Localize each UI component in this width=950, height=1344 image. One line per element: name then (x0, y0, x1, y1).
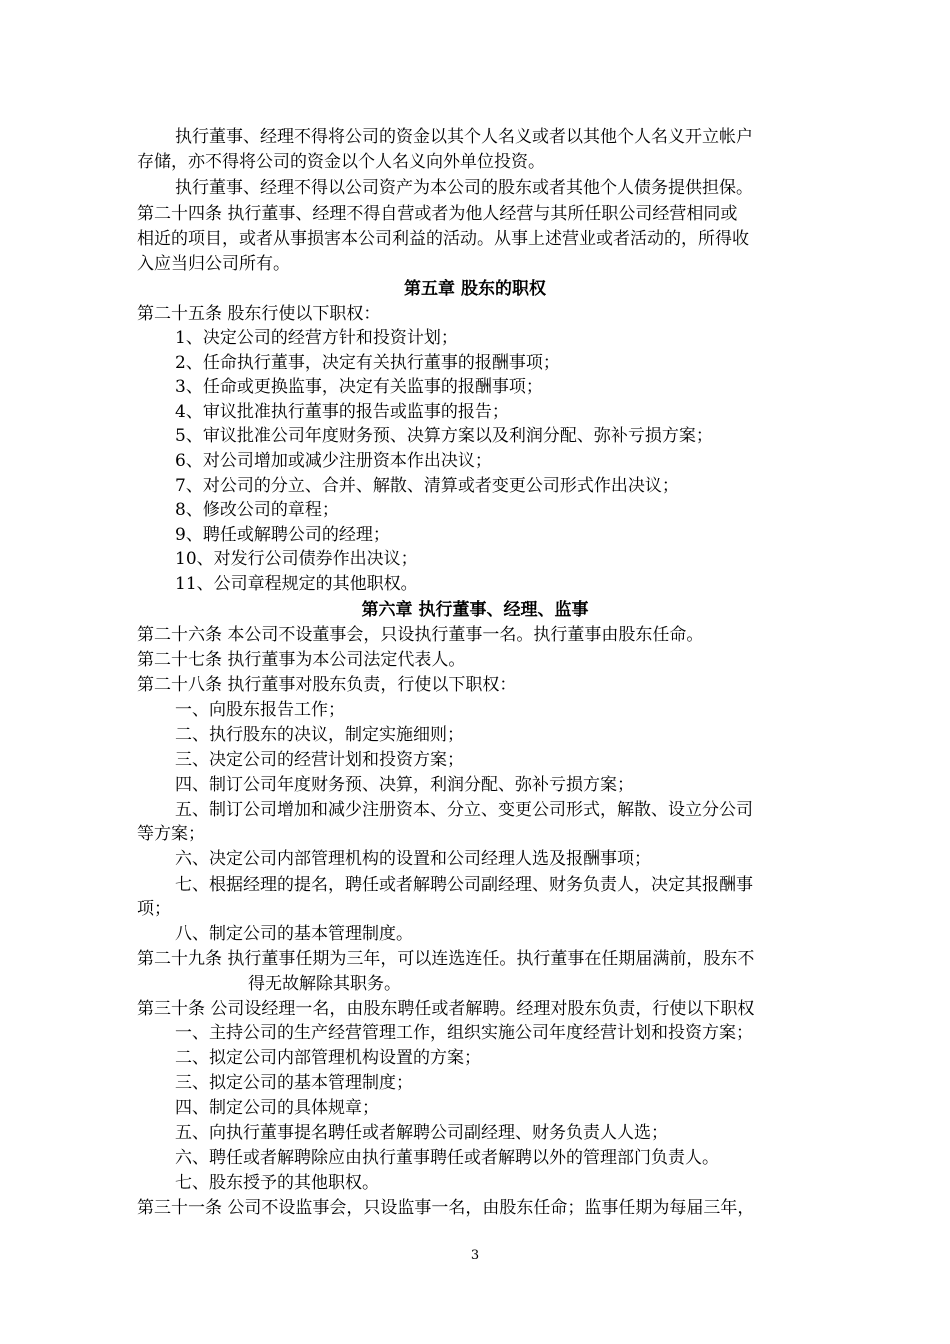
paragraph-line: 执行董事、经理不得将公司的资金以其个人名义或者以其他个人名义开立帐户 (175, 127, 753, 147)
list-item: 七、根据经理的提名，聘任或者解聘公司副经理、财务负责人，决定其报酬事 (175, 875, 753, 895)
chapter-5-heading: 第五章 股东的职权 (404, 279, 546, 299)
list-item: 8、修改公司的章程； (175, 500, 339, 520)
list-item: 七、股东授予的其他职权。 (175, 1173, 379, 1193)
list-item-continuation: 项； (137, 899, 171, 919)
article-27: 第二十七条 执行董事为本公司法定代表人。 (137, 650, 466, 670)
paragraph-line: 入应当归公司所有。 (137, 254, 290, 274)
list-item: 三、拟定公司的基本管理制度； (175, 1073, 413, 1093)
list-item-continuation: 等方案； (137, 824, 205, 844)
list-item: 10、对发行公司债券作出决议； (175, 549, 418, 569)
list-item: 11、公司章程规定的其他职权。 (175, 574, 418, 594)
list-item: 9、聘任或解聘公司的经理； (175, 525, 390, 545)
list-item: 3、任命或更换监事，决定有关监事的报酬事项； (175, 377, 543, 397)
chapter-6-heading: 第六章 执行董事、经理、监事 (361, 600, 589, 620)
list-item: 四、制定公司的具体规章； (175, 1098, 379, 1118)
article-31: 第三十一条 公司不设监事会，只设监事一名，由股东任命；监事任期为每届三年， (137, 1198, 755, 1218)
article-24: 第二十四条 执行董事、经理不得自营或者为他人经营与其所任职公司经营相同或 (137, 204, 738, 224)
list-item: 1、决定公司的经营方针和投资计划； (175, 328, 458, 348)
paragraph-line: 执行董事、经理不得以公司资产为本公司的股东或者其他个人债务提供担保。 (175, 178, 753, 198)
list-item: 五、向执行董事提名聘任或者解聘公司副经理、财务负责人人选； (175, 1123, 668, 1143)
list-item: 5、审议批准公司年度财务预、决算方案以及利润分配、弥补亏损方案； (175, 426, 713, 446)
article-25: 第二十五条 股东行使以下职权： (137, 304, 381, 324)
list-item: 三、决定公司的经营计划和投资方案； (175, 750, 464, 770)
article-29: 第二十九条 执行董事任期为三年，可以连选连任。执行董事在任期届满前，股东不 (137, 949, 755, 969)
list-item: 4、审议批准执行董事的报告或监事的报告； (175, 402, 509, 422)
list-item: 六、决定公司内部管理机构的设置和公司经理人选及报酬事项； (175, 849, 651, 869)
list-item: 五、制订公司增加和减少注册资本、分立、变更公司形式，解散、设立分公司 (175, 800, 753, 820)
list-item: 二、拟定公司内部管理机构设置的方案； (175, 1048, 481, 1068)
list-item: 2、任命执行董事，决定有关执行董事的报酬事项； (175, 353, 560, 373)
paragraph-line: 存储，亦不得将公司的资金以个人名义向外单位投资。 (137, 152, 545, 172)
list-item: 7、对公司的分立、合并、解散、清算或者变更公司形式作出决议； (175, 476, 679, 496)
paragraph-line: 得无故解除其职务。 (248, 974, 401, 994)
list-item: 6、对公司增加或减少注册资本作出决议； (175, 451, 492, 471)
list-item: 六、聘任或者解聘除应由执行董事聘任或者解聘以外的管理部门负责人。 (175, 1148, 719, 1168)
article-28: 第二十八条 执行董事对股东负责，行使以下职权： (137, 675, 517, 695)
list-item: 二、执行股东的决议，制定实施细则； (175, 725, 464, 745)
list-item: 四、制订公司年度财务预、决算，利润分配、弥补亏损方案； (175, 775, 634, 795)
article-30: 第三十条 公司设经理一名，由股东聘任或者解聘。经理对股东负责，行使以下职权 (137, 999, 755, 1019)
list-item: 一、向股东报告工作； (175, 700, 345, 720)
article-26: 第二十六条 本公司不设董事会，只设执行董事一名。执行董事由股东任命。 (137, 625, 704, 645)
list-item: 八、制定公司的基本管理制度。 (175, 924, 413, 944)
page-number: 3 (470, 1248, 480, 1263)
list-item: 一、主持公司的生产经营管理工作，组织实施公司年度经营计划和投资方案； (175, 1023, 753, 1043)
paragraph-line: 相近的项目，或者从事损害本公司利益的活动。从事上述营业或者活动的，所得收 (137, 229, 749, 249)
